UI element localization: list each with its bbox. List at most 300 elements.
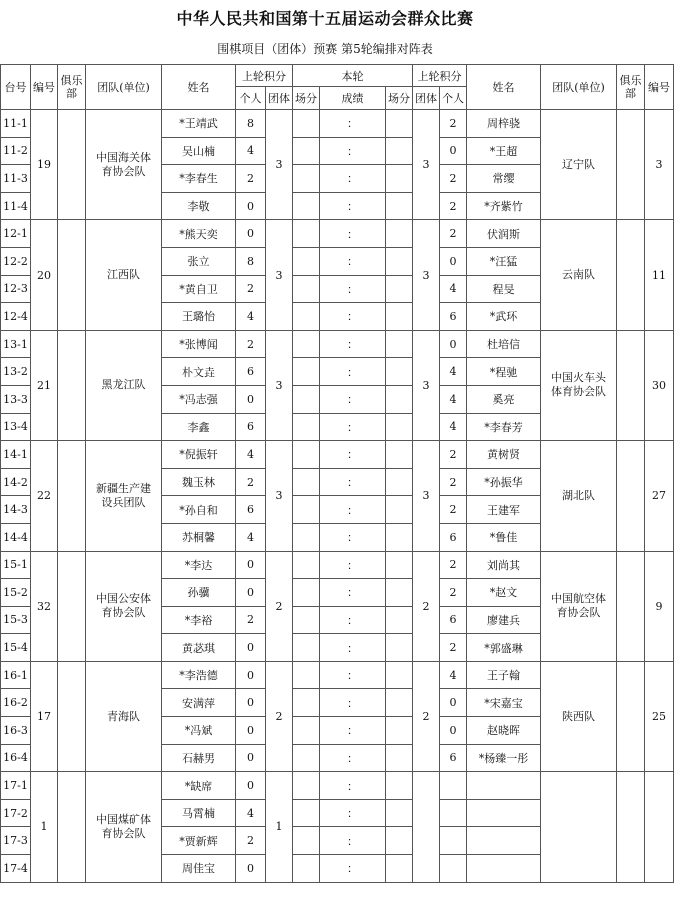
board-id: 15-2 [1,579,31,607]
team-name-left: 中国公安体育协会队 [86,551,162,661]
result-cell: ： [320,330,386,358]
player-points-right: 2 [440,496,467,524]
player-name-right: *鲁佳 [467,523,541,551]
club-right [617,551,645,661]
player-points-right: 4 [440,358,467,386]
player-points-right: 0 [440,247,467,275]
player-name-left: *冯志强 [162,385,236,413]
team-number-right: 9 [645,551,674,661]
match-points-right [386,496,413,524]
player-name-right: 伏润斯 [467,220,541,248]
player-name-right [467,855,541,883]
team-number-right: 30 [645,330,674,440]
player-points-right: 2 [440,110,467,138]
board-id: 16-4 [1,744,31,772]
header-match-pts-right: 场分 [386,87,413,110]
player-name-left: *李裕 [162,606,236,634]
match-points-right [386,110,413,138]
team-number-left: 17 [31,661,58,771]
board-id: 15-1 [1,551,31,579]
table-row [1,772,674,800]
board-id: 17-4 [1,855,31,883]
player-points-left: 0 [236,689,266,717]
match-points-left [293,385,320,413]
club-left [58,110,86,220]
team-points-left: 2 [266,551,293,661]
club-right [617,772,645,882]
result-cell: ： [320,275,386,303]
board-id: 11-4 [1,192,31,220]
result-cell: ： [320,385,386,413]
result-cell: ： [320,110,386,138]
club-left [58,441,86,551]
player-points-left: 0 [236,744,266,772]
team-points-right: 2 [413,661,440,771]
team-name-right: 中国航空体育协会队 [541,551,617,661]
player-name-left: *缺席 [162,772,236,800]
team-points-left: 3 [266,220,293,330]
match-points-right [386,606,413,634]
result-cell: ： [320,247,386,275]
club-left [58,330,86,440]
player-points-left: 4 [236,441,266,469]
match-points-right [386,303,413,331]
match-points-left [293,496,320,524]
player-name-right: 奚亮 [467,385,541,413]
player-name-left: *熊天奕 [162,220,236,248]
team-points-left: 1 [266,772,293,882]
player-points-right [440,855,467,883]
team-number-right: 25 [645,661,674,771]
header-team-left: 团队(单位) [86,65,162,110]
board-id: 11-2 [1,137,31,165]
player-name-right: 王子翰 [467,661,541,689]
player-points-left: 2 [236,827,266,855]
result-cell: ： [320,468,386,496]
result-cell: ： [320,717,386,745]
player-name-right: *孙振华 [467,468,541,496]
player-points-left: 4 [236,303,266,331]
match-points-left [293,523,320,551]
match-points-left [293,551,320,579]
player-name-right: 廖建兵 [467,606,541,634]
board-id: 15-3 [1,606,31,634]
header-individual-left: 个人 [236,87,266,110]
team-number-right: 11 [645,220,674,330]
match-points-left [293,275,320,303]
team-name-right: 辽宁队 [541,110,617,220]
header-number-left: 编号 [31,65,58,110]
board-id: 17-3 [1,827,31,855]
match-points-left [293,413,320,441]
result-cell: ： [320,661,386,689]
player-points-left: 8 [236,110,266,138]
player-name-left: 黄苾琪 [162,634,236,662]
team-number-right: 3 [645,110,674,220]
player-points-left: 2 [236,468,266,496]
board-id: 14-3 [1,496,31,524]
header-result: 成绩 [320,87,386,110]
board-id: 13-2 [1,358,31,386]
player-name-left: 魏玉林 [162,468,236,496]
match-points-left [293,468,320,496]
page-subtitle: 围棋项目（团体）预赛 第5轮编排对阵表 [217,42,433,56]
board-id: 11-3 [1,165,31,193]
player-name-left: *李春生 [162,165,236,193]
match-points-right [386,137,413,165]
result-cell: ： [320,744,386,772]
player-name-left: *张博闻 [162,330,236,358]
header-team-pts-right: 团体 [413,87,440,110]
player-points-right [440,827,467,855]
team-number-left: 20 [31,220,58,330]
team-number-right [645,772,674,882]
player-points-right [440,799,467,827]
page-title: 中华人民共和国第十五届运动会群众比赛 [176,9,474,28]
player-name-right: *武环 [467,303,541,331]
result-cell: ： [320,772,386,800]
team-name-right: 陕西队 [541,661,617,771]
player-points-left: 4 [236,523,266,551]
board-id: 11-1 [1,110,31,138]
club-left [58,772,86,882]
match-points-right [386,192,413,220]
player-name-right: *杨臻一彤 [467,744,541,772]
header-individual-right: 个人 [440,87,467,110]
player-points-left: 6 [236,413,266,441]
match-points-right [386,358,413,386]
result-cell: ： [320,358,386,386]
match-points-right [386,579,413,607]
player-name-right: 刘尚其 [467,551,541,579]
result-cell: ： [320,496,386,524]
table-row [1,661,674,689]
player-points-left: 0 [236,772,266,800]
match-points-right [386,468,413,496]
team-name-left: 青海队 [86,661,162,771]
player-name-left: *黄自卫 [162,275,236,303]
player-points-left: 2 [236,606,266,634]
match-points-left [293,689,320,717]
board-id: 12-2 [1,247,31,275]
match-points-left [293,634,320,662]
result-cell: ： [320,192,386,220]
match-points-left [293,303,320,331]
match-points-right [386,827,413,855]
player-name-right: *王超 [467,137,541,165]
player-name-right: *宋嘉宝 [467,689,541,717]
player-points-right: 2 [440,220,467,248]
player-points-left: 2 [236,275,266,303]
team-points-right: 3 [413,330,440,440]
header-this-round: 本轮 [293,65,413,87]
team-number-left: 19 [31,110,58,220]
player-points-right: 2 [440,634,467,662]
player-points-right: 0 [440,689,467,717]
team-name-left: 新疆生产建设兵团队 [86,441,162,551]
player-points-left: 0 [236,220,266,248]
result-cell: ： [320,220,386,248]
match-points-left [293,441,320,469]
club-right [617,441,645,551]
player-points-right: 4 [440,385,467,413]
team-number-left: 1 [31,772,58,882]
table-row [1,551,674,579]
result-cell: ： [320,523,386,551]
match-points-right [386,441,413,469]
player-name-right: 黄树贤 [467,441,541,469]
player-points-left: 2 [236,330,266,358]
board-id: 16-2 [1,689,31,717]
player-points-right: 4 [440,661,467,689]
team-name-left: 中国海关体育协会队 [86,110,162,220]
table-row [1,330,674,358]
result-cell: ： [320,137,386,165]
club-left [58,661,86,771]
team-points-right: 3 [413,110,440,220]
player-points-left: 0 [236,385,266,413]
team-points-left: 3 [266,441,293,551]
pairing-table [0,64,674,883]
team-name-left: 江西队 [86,220,162,330]
player-points-left: 4 [236,799,266,827]
player-points-left: 4 [236,137,266,165]
player-name-left: *倪振轩 [162,441,236,469]
player-points-left: 0 [236,661,266,689]
match-points-right [386,523,413,551]
player-points-left: 0 [236,855,266,883]
player-name-right: *赵文 [467,579,541,607]
player-points-left: 0 [236,717,266,745]
match-points-left [293,744,320,772]
board-id: 17-1 [1,772,31,800]
club-left [58,551,86,661]
team-number-left: 22 [31,441,58,551]
match-points-left [293,358,320,386]
match-points-right [386,413,413,441]
player-name-right: 王建军 [467,496,541,524]
player-name-right: *郭盛琳 [467,634,541,662]
player-name-left: *王靖武 [162,110,236,138]
match-points-right [386,744,413,772]
match-points-right [386,551,413,579]
match-points-right [386,220,413,248]
player-points-left: 0 [236,192,266,220]
match-points-left [293,330,320,358]
player-name-right: 杜培信 [467,330,541,358]
match-points-right [386,385,413,413]
match-points-right [386,689,413,717]
player-points-left: 0 [236,551,266,579]
player-name-left: *李浩德 [162,661,236,689]
header-match-pts-left: 场分 [293,87,320,110]
club-left [58,220,86,330]
board-id: 13-4 [1,413,31,441]
player-points-right: 2 [440,441,467,469]
team-name-right: 中国火车头体育协会队 [541,330,617,440]
player-name-left: *孙自和 [162,496,236,524]
board-id: 12-4 [1,303,31,331]
player-name-right: 赵晓晖 [467,717,541,745]
match-points-left [293,110,320,138]
player-name-left: 吴山楠 [162,137,236,165]
match-points-right [386,799,413,827]
result-cell: ： [320,303,386,331]
player-points-right: 2 [440,165,467,193]
board-id: 16-1 [1,661,31,689]
club-right [617,661,645,771]
team-points-right: 2 [413,551,440,661]
result-cell: ： [320,827,386,855]
player-points-right: 4 [440,275,467,303]
player-name-right [467,799,541,827]
match-points-right [386,661,413,689]
board-id: 13-1 [1,330,31,358]
player-name-left: *贾新辉 [162,827,236,855]
player-name-left: *李达 [162,551,236,579]
match-points-right [386,247,413,275]
player-points-right: 2 [440,468,467,496]
player-points-right: 0 [440,717,467,745]
team-number-right: 27 [645,441,674,551]
player-points-right [440,772,467,800]
table-row [1,110,674,138]
team-points-left: 3 [266,110,293,220]
player-name-left: *冯斌 [162,717,236,745]
player-points-left: 6 [236,496,266,524]
player-points-left: 0 [236,579,266,607]
player-points-left: 0 [236,634,266,662]
player-name-right: 周梓骁 [467,110,541,138]
match-points-left [293,165,320,193]
board-id: 12-1 [1,220,31,248]
board-id: 13-3 [1,385,31,413]
team-name-right: 湖北队 [541,441,617,551]
player-name-right: *齐紫竹 [467,192,541,220]
match-points-right [386,772,413,800]
player-name-left: 苏桐馨 [162,523,236,551]
team-number-left: 32 [31,551,58,661]
player-name-right: 常缨 [467,165,541,193]
team-name-left: 中国煤矿体育协会队 [86,772,162,882]
player-name-left: 张立 [162,247,236,275]
player-points-left: 6 [236,358,266,386]
team-name-right [541,772,617,882]
header-name-right: 姓名 [467,65,541,110]
player-points-right: 6 [440,744,467,772]
match-points-right [386,165,413,193]
player-name-left: 马霄楠 [162,799,236,827]
player-points-right: 4 [440,413,467,441]
header-number-right: 编号 [645,65,674,110]
header-table-no: 台号 [1,65,31,110]
club-right [617,330,645,440]
result-cell: ： [320,165,386,193]
header-team-right: 团队(单位) [541,65,617,110]
player-points-right: 6 [440,523,467,551]
match-points-left [293,137,320,165]
match-points-left [293,827,320,855]
match-points-left [293,247,320,275]
result-cell: ： [320,551,386,579]
team-points-right: 3 [413,220,440,330]
player-name-right: *李春芳 [467,413,541,441]
result-cell: ： [320,579,386,607]
table-row [1,441,674,469]
player-points-right: 2 [440,579,467,607]
player-name-left: 安满萍 [162,689,236,717]
player-name-left: 孙骥 [162,579,236,607]
team-points-left: 3 [266,330,293,440]
result-cell: ： [320,634,386,662]
header-name-left: 姓名 [162,65,236,110]
player-points-left: 2 [236,165,266,193]
board-id: 15-4 [1,634,31,662]
player-points-right: 0 [440,137,467,165]
player-points-right: 6 [440,303,467,331]
match-points-left [293,606,320,634]
player-name-right [467,772,541,800]
team-points-right: 3 [413,441,440,551]
match-points-right [386,717,413,745]
match-points-left [293,220,320,248]
result-cell: ： [320,413,386,441]
club-right [617,110,645,220]
board-id: 16-3 [1,717,31,745]
player-name-left: 朴文垚 [162,358,236,386]
header-club-left: 俱乐部 [58,65,86,110]
player-points-left: 8 [236,247,266,275]
player-points-right: 2 [440,551,467,579]
board-id: 14-2 [1,468,31,496]
player-name-left: 石赫男 [162,744,236,772]
result-cell: ： [320,799,386,827]
match-points-right [386,330,413,358]
player-name-right: *汪猛 [467,247,541,275]
header-prev-points-right: 上轮积分 [413,65,467,87]
header-prev-points-left: 上轮积分 [236,65,293,87]
club-right [617,220,645,330]
match-points-left [293,579,320,607]
player-name-left: 周佳宝 [162,855,236,883]
board-id: 14-4 [1,523,31,551]
match-points-left [293,855,320,883]
header-club-right: 俱乐部 [617,65,645,110]
result-cell: ： [320,689,386,717]
team-points-right [413,772,440,882]
result-cell: ： [320,855,386,883]
player-points-right: 6 [440,606,467,634]
player-name-right [467,827,541,855]
player-points-right: 0 [440,330,467,358]
match-points-right [386,855,413,883]
team-name-left: 黑龙江队 [86,330,162,440]
match-points-left [293,799,320,827]
player-name-right: *程驰 [467,358,541,386]
player-name-left: 李敬 [162,192,236,220]
match-points-left [293,661,320,689]
board-id: 14-1 [1,441,31,469]
team-number-left: 21 [31,330,58,440]
match-points-left [293,772,320,800]
player-name-right: 程旻 [467,275,541,303]
match-points-right [386,634,413,662]
result-cell: ： [320,606,386,634]
board-id: 12-3 [1,275,31,303]
match-points-right [386,275,413,303]
player-name-left: 王璐怡 [162,303,236,331]
header-team-pts-left: 团体 [266,87,293,110]
